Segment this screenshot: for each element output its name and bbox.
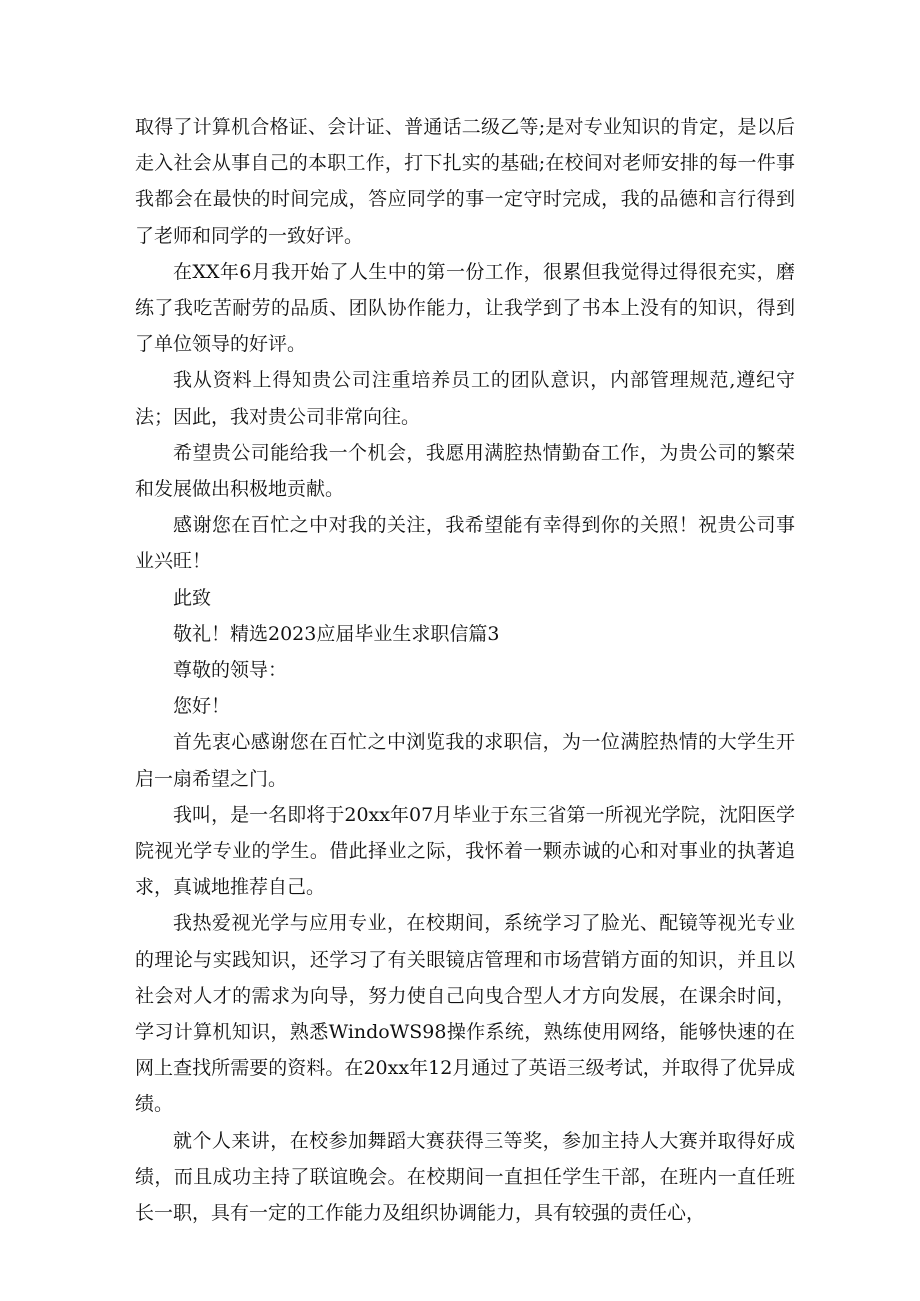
paragraph-major: 我热爱视光学与应用专业，在校期间，系统学习了脸光、配镜等视光专业的理论与实践知识，还学习了有关眼镜店管理和市场营销方面的知识，并且以社会对人才的需求为向导，努力使自己向曳合型人才方向发展，在课余时间，学习计算机知识，熟悉WindoWS98操作系统，熟练使用网络，能够快速的在网上查找所需要的资料。在20xx年12月通过了英语三级考试，并取得了优异成绩。	[135, 912, 795, 1116]
closing-regards-and-next-title: 敬礼！精选2023应届毕业生求职信篇3	[173, 622, 500, 645]
paragraph-first-job: 在XX年6月我开始了人生中的第一份工作，很累但我觉得过得很充实，磨练了我吃苦耐劳的品质、团队协作能力，让我学到了书本上没有的知识，得到了单位领导的好评。	[135, 260, 795, 356]
closing-salutation: 此致	[173, 586, 212, 609]
paragraph-thanks: 感谢您在百忙之中对我的关注，我希望能有幸得到你的关照！祝贵公司事业兴旺！	[135, 514, 795, 573]
paragraph-hope: 希望贵公司能给我一个机会，我愿用满腔热情勤奋工作，为贵公司的繁荣和发展做出积极地贡献。	[135, 441, 795, 501]
paragraph-company-interest: 我从资料上得知贵公司注重培养员工的团队意识，内部管理规范,遵纪守法；因此，我对贵公司非常向往。	[135, 369, 795, 428]
letter-hello: 您好！	[173, 695, 231, 718]
paragraph-intro-thanks: 首先衷心感谢您在百忙之中浏览我的求职信，为一位满腔热情的大学生开启一扇希望之门。	[135, 731, 795, 790]
paragraph-self-intro: 我叫，是一名即将于20xx年07月毕业于东三省第一所视光学院，沈阳医学院视光学专业的学生。借此择业之际，我怀着一颗赤诚的心和对事业的执著追求，真诚地推荐自己。	[135, 803, 795, 899]
letter-greeting: 尊敬的领导：	[173, 659, 288, 682]
paragraph-personal: 就个人来讲，在校参加舞蹈大赛获得三等奖，参加主持人大赛并取得好成绩，而且成功主持了联谊晚会。在校期间一直担任学生干部，在班内一直任班长一职，具有一定的工作能力及组织协调能力，具有较强的责任心，	[135, 1129, 795, 1225]
document-body	[135, 109, 795, 1231]
paragraph-certificates: 取得了计算机合格证、会计证、普通话二级乙等;是对专业知识的肯定，是以后走入社会从事自己的本职工作，打下扎实的基础;在校间对老师安排的每一件事我都会在最快的时间完成，答应同学的事一定守时完成，我的品德和言行得到了老师和同学的一致好评。	[135, 116, 795, 247]
